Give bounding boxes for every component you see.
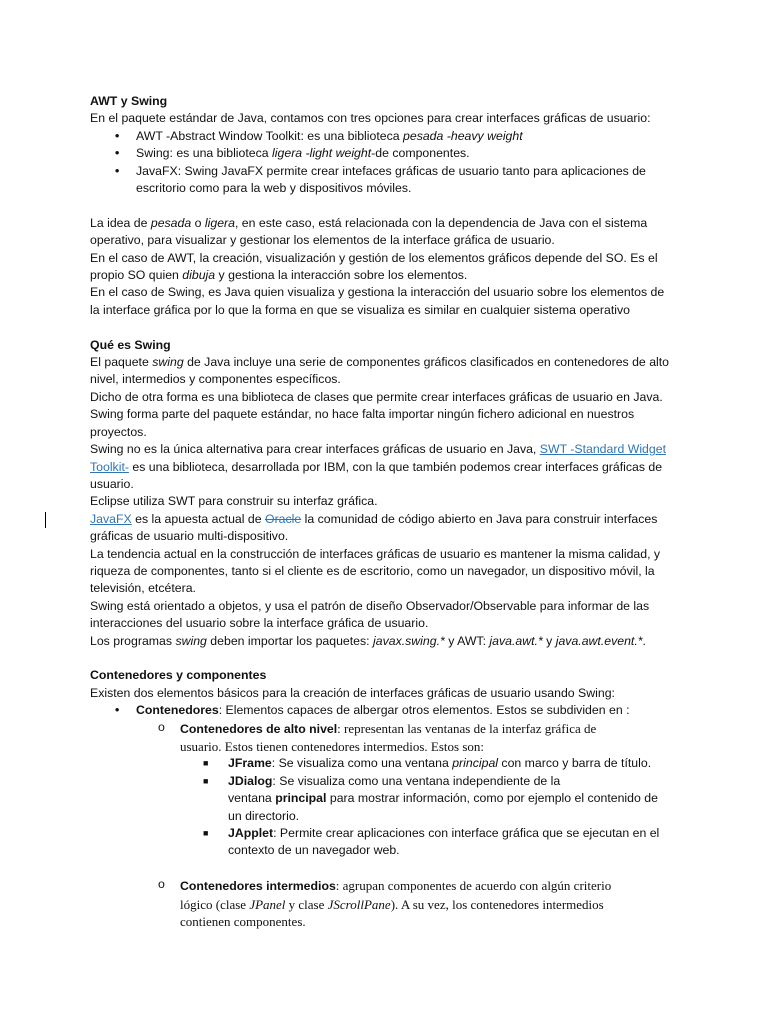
paragraph: En el paquete estándar de Java, contamos con tres opciones para crear interfaces gráficas de usuario:: [90, 111, 651, 126]
subsublist-item-continuation: [90, 790, 690, 807]
text-italic: java.awt.event.*: [555, 633, 643, 648]
text-cursor: [45, 512, 46, 528]
text-italic: pesada -heavy weight: [403, 128, 523, 143]
paragraph-line: [90, 633, 690, 650]
list-item: [90, 163, 690, 180]
text: Swing no es la única alternativa para crear interfaces gráficas de usuario en Java,: [90, 442, 540, 457]
text-bold: Contenedores intermedios: [180, 879, 336, 894]
paragraph-line: En el caso de Swing, es Java quien visualiza y gestiona la interacción del usuario sobre los elementos de: [90, 285, 665, 300]
paragraph-line: Eclipse utiliza SWT para construir su interfaz gráfica.: [90, 494, 378, 509]
text: : Se visualiza como una ventana: [271, 756, 453, 771]
circle-bullet-icon: o: [158, 719, 165, 734]
text: es la apuesta actual de: [131, 511, 266, 526]
text-italic: swing: [152, 355, 184, 370]
bullet-icon: •: [115, 128, 120, 143]
paragraph-line: proyectos.: [90, 424, 147, 439]
text: AWT -Abstract Window Toolkit: es una biblioteca: [136, 128, 404, 143]
text: .: [642, 633, 646, 648]
paragraph-line: [90, 354, 690, 371]
text: la comunidad de código abierto en Java para construir interfaces: [301, 511, 658, 526]
text-italic: ligera -light weight: [272, 146, 372, 161]
swt-link-continuation[interactable]: Toolkit-: [90, 459, 129, 474]
text: o: [191, 215, 205, 230]
paragraph-line: Dicho de otra forma es una biblioteca de clases que permite crear interfaces gráficas de usuario en Java.: [90, 389, 663, 404]
text: -de componentes.: [371, 146, 470, 161]
paragraph-line: La tendencia actual en la construcción de interfaces gráficas de usuario es mantener la misma calidad, y: [90, 546, 661, 561]
text-italic: dibuja: [182, 268, 216, 283]
text: y AWT:: [444, 633, 490, 648]
paragraph-line: [90, 511, 690, 528]
paragraph-line: televisión, etcétera.: [90, 581, 196, 596]
heading-que-es-swing: Qué es Swing: [90, 337, 171, 352]
paragraph-line: gráficas de usuario multi-dispositivo.: [90, 529, 289, 544]
text-bold: principal: [275, 791, 327, 806]
text-italic: JScrollPane: [327, 896, 391, 912]
struck-text: Oracle: [265, 511, 302, 526]
subsublist-item-continuation: contexto de un navegador web.: [228, 843, 400, 858]
text-bold: JFrame: [228, 756, 272, 771]
paragraph-line: [90, 441, 690, 458]
javafx-link[interactable]: JavaFX: [90, 511, 132, 526]
text: Los programas: [90, 633, 176, 648]
text: El paquete: [90, 355, 153, 370]
paragraph-line: [90, 215, 690, 232]
text: ventana: [228, 791, 276, 806]
document-page: [90, 93, 690, 930]
text: para mostrar información, como por ejemplo el contenido de: [326, 791, 658, 806]
text: con marco y barra de título.: [498, 756, 652, 771]
square-bullet-icon: ■: [203, 758, 209, 769]
paragraph-line: riqueza de componentes, tanto si el cliente es de escritorio, como un navegador, un dispositivo móvil, la: [90, 563, 655, 578]
list-item: [90, 145, 690, 162]
heading-awt-swing: AWT y Swing: [90, 94, 168, 108]
heading-contenedores: Contenedores y componentes: [90, 668, 267, 683]
text-italic: java.awt.*: [489, 633, 543, 648]
text-bold: Contenedores: [136, 703, 219, 718]
text: : agrupan componentes de acuerdo con algún criterio: [335, 878, 612, 894]
paragraph-line: interacciones del usuario sobre la interface gráfica de usuario.: [90, 616, 429, 631]
text-bold: Contenedores de alto nivel: [180, 721, 338, 736]
swt-link[interactable]: SWT -Standard Widget: [539, 442, 666, 457]
bullet-icon: •: [115, 146, 120, 161]
text: deben importar los paquetes:: [206, 633, 374, 648]
text-italic: pesada: [150, 215, 192, 230]
subsublist-item: [90, 825, 690, 842]
sublist-item-continuation: contienen componentes.: [180, 914, 306, 930]
paragraph-line: operativo, para visualizar y gestionar los elementos de la interface gráfica de usuario.: [90, 233, 555, 248]
list-item: [90, 128, 690, 145]
paragraph-line: [90, 459, 690, 476]
text: Swing: es una biblioteca: [136, 146, 273, 161]
text: de Java incluye una serie de componentes gráficos clasificados en contenedores de alto: [183, 355, 670, 370]
text: ). A su vez, los contenedores intermedios: [390, 896, 604, 912]
text-italic: JPanel: [249, 896, 286, 912]
text-italic: principal: [452, 756, 499, 771]
text: : representan las ventanas de la interfaz gráfica de: [337, 720, 597, 736]
paragraph-line: Existen dos elementos básicos para la creación de interfaces gráficas de usuario usando Swing:: [90, 685, 615, 700]
paragraph-line: En el caso de AWT, la creación, visualización y gestión de los elementos gráficos depende del SO. Es el: [90, 250, 658, 265]
paragraph-line: Swing forma parte del paquete estándar, no hace falta importar ningún fichero adicional en nuestros: [90, 407, 635, 422]
text: es una biblioteca, desarrollada por IBM, con la que también podemos crear interfaces gráficas de: [128, 459, 663, 474]
text: : Elementos capaces de albergar otros elementos. Estos se subdividen en :: [218, 703, 630, 718]
paragraph-line: nivel, intermedios y componentes específicos.: [90, 372, 341, 387]
text-italic: swing: [175, 633, 207, 648]
sublist-item: [90, 877, 690, 895]
text: lógico (clase: [180, 896, 250, 912]
text: : Permite crear aplicaciones con interface gráfica que se ejecutan en el: [273, 826, 660, 841]
paragraph-line: usuario.: [90, 476, 134, 491]
square-bullet-icon: ■: [203, 775, 209, 786]
sublist-item-continuation: [90, 896, 690, 913]
paragraph-line: la interface gráfica por lo que la forma en que se visualiza es similar en cualquier sistema operativo: [90, 302, 630, 317]
text-italic: ligera: [204, 215, 235, 230]
list-item: [90, 702, 690, 719]
text: La idea de: [90, 215, 151, 230]
text-italic: javax.swing.*: [373, 633, 445, 648]
text-bold: JDialog: [228, 773, 273, 788]
paragraph-line: [90, 267, 690, 284]
text: y clase: [285, 896, 328, 912]
text: y: [542, 633, 556, 648]
sublist-item-continuation: usuario. Estos tienen contenedores intermedios. Estos son:: [180, 738, 485, 754]
sublist-item: [90, 720, 690, 738]
list-item-continuation: escritorio como para la web y dispositivos móviles.: [136, 181, 412, 196]
bullet-icon: •: [115, 703, 120, 718]
square-bullet-icon: ■: [203, 828, 209, 839]
text: JavaFX: Swing JavaFX permite crear intefaces gráficas de usuario tanto para aplicaciones de: [136, 163, 646, 178]
bullet-icon: •: [115, 163, 120, 178]
text-bold: JApplet: [228, 826, 274, 841]
circle-bullet-icon: o: [158, 877, 165, 892]
subsublist-item: [90, 755, 690, 772]
text: , en este caso, está relacionada con la dependencia de Java con el sistema: [234, 215, 648, 230]
subsublist-item: [90, 773, 690, 790]
text: propio SO quien: [90, 268, 183, 283]
paragraph-line: Swing está orientado a objetos, y usa el patrón de diseño Observador/Observable para informar de las: [90, 598, 650, 613]
subsublist-item-continuation: un directorio.: [228, 808, 300, 823]
text: : Se visualiza como una ventana independiente de la: [272, 773, 561, 788]
text: y gestiona la interacción sobre los elementos.: [215, 268, 468, 283]
